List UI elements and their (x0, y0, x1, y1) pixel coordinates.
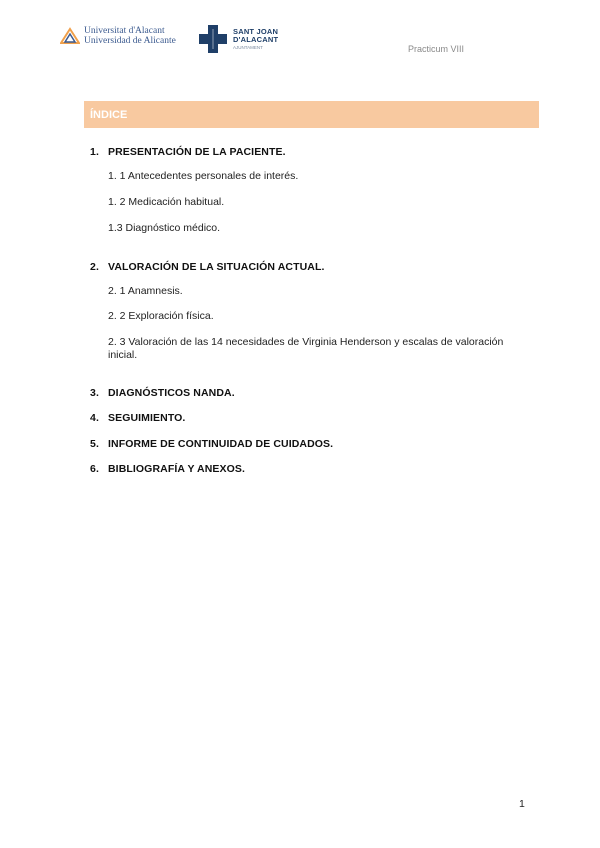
toc-section-3-label: DIAGNÓSTICOS NANDA. (108, 387, 235, 399)
toc-section-4-label: SEGUIMIENTO. (108, 412, 186, 424)
blue-cross-icon (198, 24, 228, 54)
toc-section-5 (90, 438, 333, 450)
ua-line2: Universidad de Alicante (84, 36, 176, 46)
ua-line1: Universitat d'Alacant (84, 26, 165, 36)
toc-item-2-3: 2. 3 Valoración de las 14 necesidades de Virginia Henderson y escalas de valoración inicial. (108, 336, 504, 361)
toc-section-2-label: VALORACIÓN DE LA SITUACIÓN ACTUAL. (108, 261, 325, 273)
toc-item-1-3: 1.3 Diagnóstico médico. (108, 222, 221, 234)
sj-line2: D'ALACANT (233, 35, 279, 44)
toc-section-3 (90, 387, 235, 399)
page-number: 1 (519, 798, 525, 810)
toc-section-2 (90, 261, 325, 273)
toc-section-1 (90, 146, 286, 158)
index-header-bar (84, 101, 539, 128)
toc-section-1-number: 1. (90, 146, 99, 158)
sj-line1: SANT JOAN (233, 26, 279, 36)
ua-triangle-icon (60, 26, 80, 46)
toc-section-6-label: BIBLIOGRAFÍA Y ANEXOS. (108, 463, 245, 475)
universidad-alicante-logo (60, 26, 176, 46)
toc-section-2-number: 2. (90, 261, 99, 273)
toc-section-6-number: 6. (90, 463, 99, 475)
toc-section-4-number: 4. (90, 412, 99, 424)
toc-section-5-number: 5. (90, 438, 99, 450)
toc-section-6 (90, 463, 245, 475)
toc-section-4 (90, 412, 185, 424)
toc-section-3-number: 3. (90, 387, 99, 399)
toc-section-5-label: INFORME DE CONTINUIDAD DE CUIDADOS. (108, 438, 334, 450)
sant-joan-logo (198, 24, 278, 54)
page-header (0, 0, 600, 70)
toc-section-1-label: PRESENTACIÓN DE LA PACIENTE. (108, 146, 286, 158)
practicum-label: Practicum VIII (408, 44, 465, 54)
index-title: ÍNDICE (90, 109, 128, 121)
toc-item-2-2: 2. 2 Exploración física. (108, 310, 214, 322)
toc-item-1-1: 1. 1 Antecedentes personales de interés. (108, 170, 299, 182)
toc-item-1-2: 1. 2 Medicación habitual. (108, 196, 225, 208)
ua-logo-text (84, 26, 176, 46)
sj-sub: AJUNTAMENT (233, 44, 263, 50)
toc-item-2-1: 2. 1 Anamnesis. (108, 285, 183, 297)
sj-logo-text (233, 28, 278, 51)
